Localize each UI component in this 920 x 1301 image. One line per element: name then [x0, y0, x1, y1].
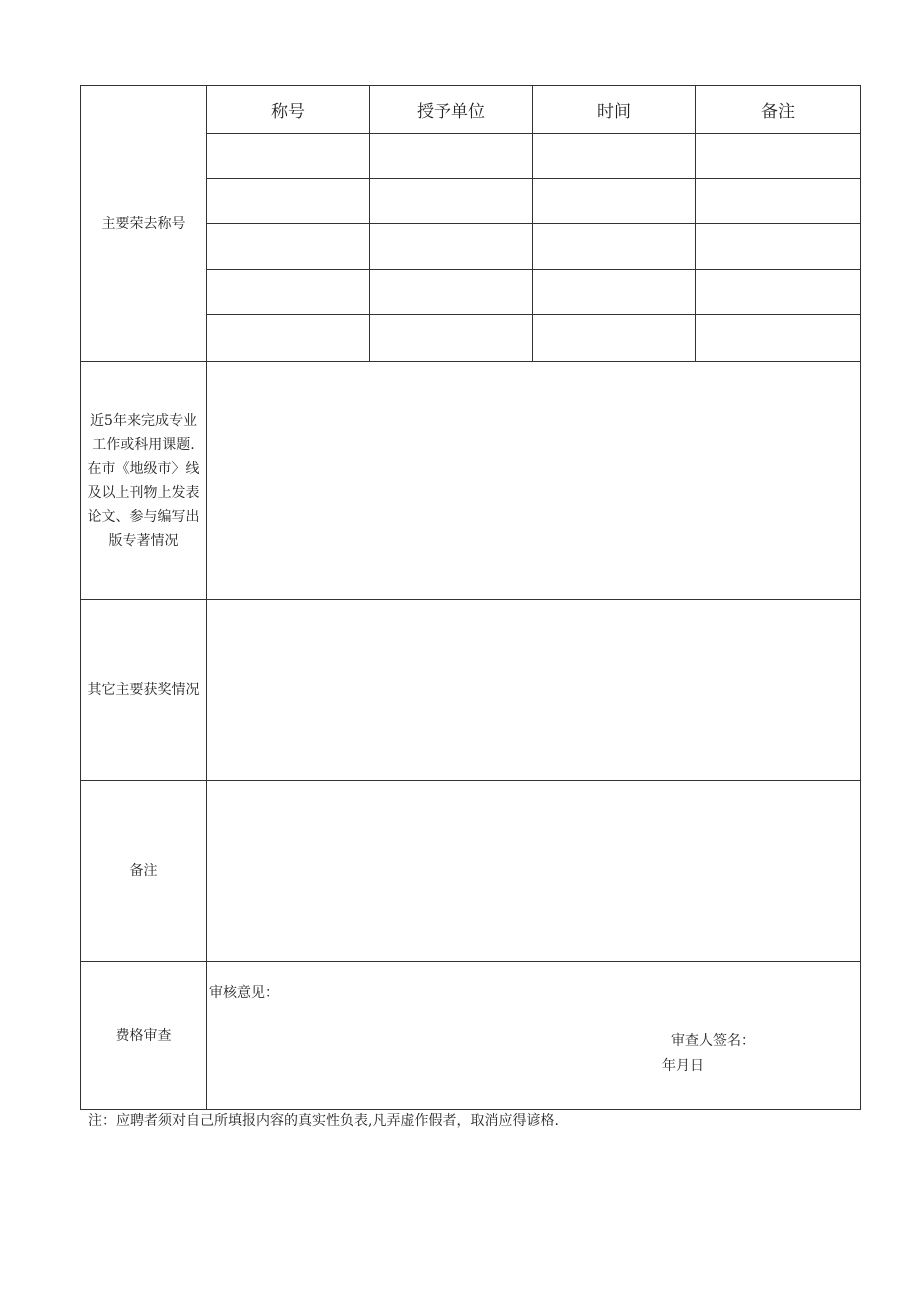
col-header-grantor: 授予单位: [370, 86, 533, 134]
honors-label: 主要荣去称号: [81, 86, 207, 362]
table-cell[interactable]: [370, 270, 533, 315]
signer-label: 审查人签名：: [671, 1033, 755, 1049]
opinion-label: 审核意见：: [209, 985, 279, 1001]
table-cell[interactable]: [696, 179, 860, 224]
work-label-line: 及以上刊物上发表: [87, 484, 200, 501]
table-cell[interactable]: [533, 224, 696, 270]
table-cell[interactable]: [370, 224, 533, 270]
table-cell[interactable]: [696, 270, 860, 315]
table-cell[interactable]: [533, 270, 696, 315]
table-cell[interactable]: [207, 179, 370, 224]
work-label-line: 在市《地级市〉线: [87, 460, 200, 477]
awards-label: 其它主要获奖情况: [81, 600, 207, 781]
date-label: 年月日: [662, 1058, 704, 1074]
table-cell[interactable]: [696, 134, 860, 179]
review-content[interactable]: [207, 962, 860, 1109]
table-cell[interactable]: [696, 224, 860, 270]
application-form: [80, 85, 861, 1110]
table-cell[interactable]: [370, 134, 533, 179]
review-label: 费格审查: [81, 962, 207, 1109]
work-content[interactable]: [207, 362, 860, 600]
table-cell[interactable]: [370, 179, 533, 224]
table-cell[interactable]: [207, 134, 370, 179]
work-label: [81, 362, 207, 600]
col-header-notes: 备注: [696, 86, 860, 134]
work-label-line: 近5年来完成专业: [90, 412, 197, 429]
footnote: 注：应聘者须对自己所填报内容的真实性负表,凡弄虚作假者，取消应得谚格.: [88, 1113, 559, 1129]
work-label-line: 论文、参与编写出: [87, 508, 200, 525]
table-cell[interactable]: [207, 224, 370, 270]
table-cell[interactable]: [696, 315, 860, 362]
work-label-line: 版专著情况: [108, 532, 179, 549]
table-cell[interactable]: [533, 179, 696, 224]
col-header-title: 称号: [207, 86, 370, 134]
work-label-line: 工作或科用课题.: [92, 436, 195, 453]
awards-content[interactable]: [207, 600, 860, 781]
table-cell[interactable]: [533, 315, 696, 362]
remarks-label: 备注: [81, 781, 207, 962]
table-cell[interactable]: [533, 134, 696, 179]
table-cell[interactable]: [207, 270, 370, 315]
col-header-date: 时间: [533, 86, 696, 134]
table-cell[interactable]: [207, 315, 370, 362]
table-cell[interactable]: [370, 315, 533, 362]
remarks-content[interactable]: [207, 781, 860, 962]
